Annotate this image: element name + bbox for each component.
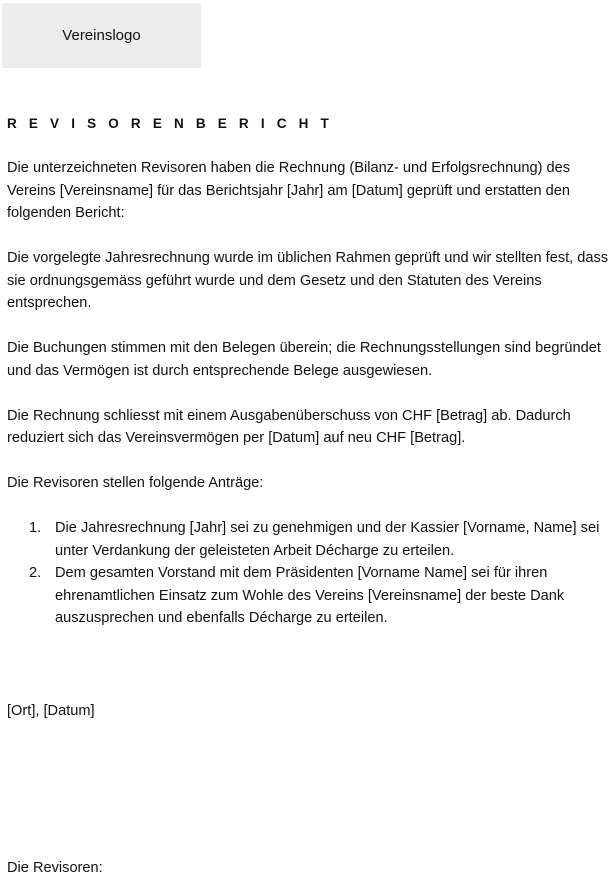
document-title: R E V I S O R E N B E R I C H T — [7, 116, 333, 131]
list-item — [7, 562, 605, 630]
paragraph-intro: Die unterzeichneten Revisoren haben die Rechnung (Bilanz- und Erfolgsrechnung) des Vereins [Vereinsname] für das Berichtsjahr [Jahr] am [Datum] geprüft und erstatten den folgenden Bericht: — [7, 160, 571, 221]
paragraph-bookings: Die Buchungen stimmen mit den Belegen überein; die Rechnungsstellungen sind begründet und das Vermögen ist durch entsprechende Belege ausgewiesen. — [7, 340, 601, 379]
list-item-text: Dem gesamten Vorstand mit dem Präsidenten [Vorname Name] sei für ihren ehrenamtlichen Einsatz zum Wohle des Vereins [Vereinsname] der beste Dank auszusprechen und ebenfalls Décharge zu erteilen. — [55, 565, 565, 626]
list-item — [7, 517, 605, 562]
document-body — [7, 115, 616, 630]
list-item-number: 2. — [29, 565, 42, 581]
signatures-label: Die Revisoren: — [7, 860, 103, 876]
paragraph-findings: Die vorgelegte Jahresrechnung wurde im üblichen Rahmen geprüft und wir stellten fest, dass sie ordnungsgemäss geführt wurde und dem Gesetz und den Statuten des Vereins entsprechen. — [7, 250, 609, 311]
place-date: [Ort], [Datum] — [7, 703, 95, 719]
list-item-text: Die Jahresrechnung [Jahr] sei zu genehmigen und der Kassier [Vorname, Name] sei unter Verdankung der geleisteten Arbeit Décharge zu erteilen. — [55, 520, 600, 559]
logo-label: Vereinslogo — [62, 27, 141, 44]
logo-placeholder — [2, 3, 201, 68]
antraege-intro: Die Revisoren stellen folgende Anträge: — [7, 475, 264, 491]
list-item-number: 1. — [29, 520, 42, 536]
antraege-list — [7, 517, 616, 630]
paragraph-result: Die Rechnung schliesst mit einem Ausgabenüberschuss von CHF [Betrag] ab. Dadurch reduziert sich das Vereinsvermögen per [Datum] auf neu CHF [Betrag]. — [7, 407, 571, 446]
